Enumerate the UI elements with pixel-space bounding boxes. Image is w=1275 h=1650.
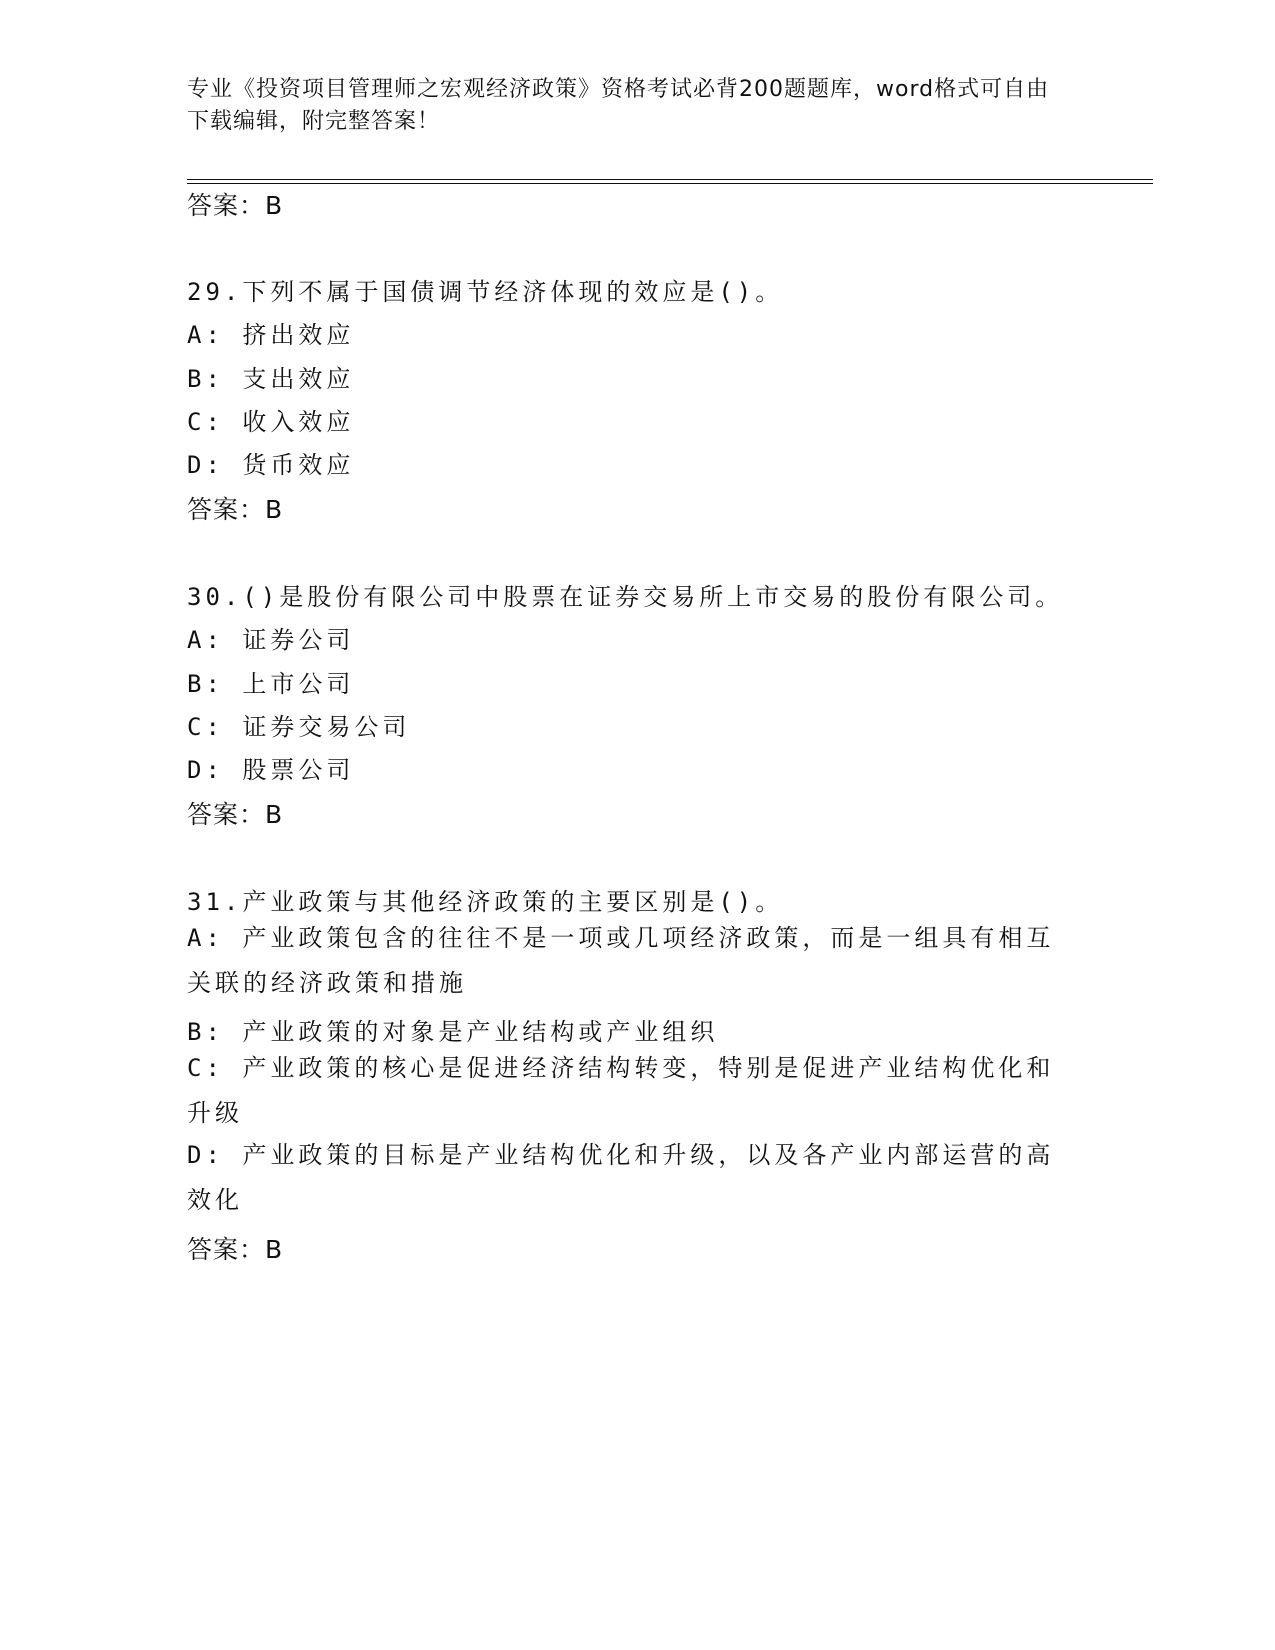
question-31-stem: 31.产业政策与其他经济政策的主要区别是()。 xyxy=(187,888,784,916)
question-29-option-d: D: 货币效应 xyxy=(187,451,355,479)
question-29-option-c: C: 收入效应 xyxy=(187,408,355,436)
question-30-option-c: C: 证券交易公司 xyxy=(187,713,411,741)
question-29-stem: 29.下列不属于国债调节经济体现的效应是()。 xyxy=(187,278,784,306)
header-divider-top xyxy=(187,179,1153,180)
question-30-option-d: D: 股票公司 xyxy=(187,756,355,784)
answer-30: 答案：B xyxy=(187,800,284,829)
answer-28: 答案：B xyxy=(187,191,284,220)
question-31-option-a: A: 产业政策包含的往往不是一项或几项经济政策，而是一组具有相互关联的经济政策和措施 xyxy=(187,924,1055,997)
question-31-option-d: D: 产业政策的目标是产业结构优化和升级，以及各产业内部运营的高效化 xyxy=(187,1141,1055,1214)
question-30-stem: 30.()是股份有限公司中股票在证券交易所上市交易的股份有限公司。 xyxy=(187,583,1064,611)
question-29-option-a: A: 挤出效应 xyxy=(187,321,355,349)
question-31-option-b: B: 产业政策的对象是产业结构或产业组织 xyxy=(187,1018,719,1046)
question-30-option-a: A: 证券公司 xyxy=(187,626,355,654)
question-31-option-c: C: 产业政策的核心是促进经济结构转变，特别是促进产业结构优化和升级 xyxy=(187,1054,1055,1127)
answer-29: 答案：B xyxy=(187,495,284,524)
answer-31: 答案：B xyxy=(187,1235,284,1264)
header-divider-bottom xyxy=(187,183,1153,184)
question-29-option-b: B: 支出效应 xyxy=(187,365,355,393)
question-30-option-b: B: 上市公司 xyxy=(187,670,355,698)
document-header: 专业《投资项目管理师之宏观经济政策》资格考试必背200题题库，word格式可自由下载编辑，附完整答案！ xyxy=(187,77,1050,134)
